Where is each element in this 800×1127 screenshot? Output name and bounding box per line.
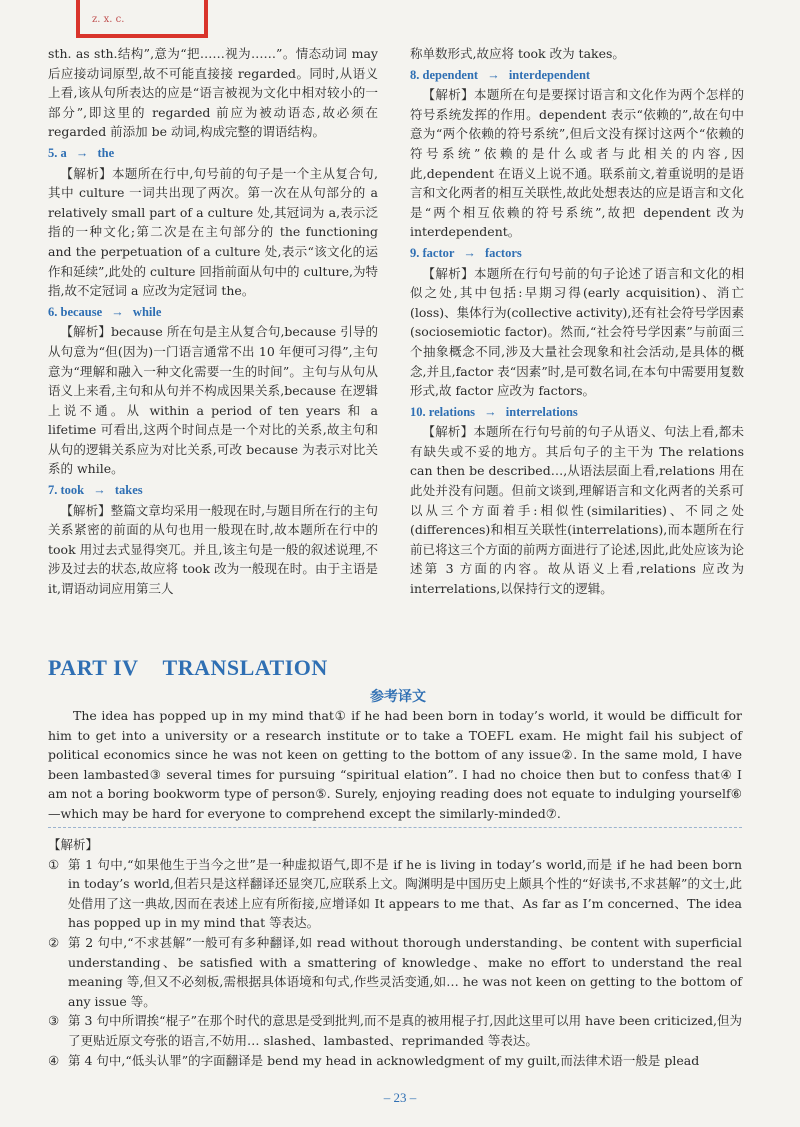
answer-item-8	[410, 66, 744, 242]
answer-heading: 7. took → takes	[48, 483, 143, 498]
part-title: TRANSLATION	[162, 655, 328, 680]
note-text: 第 2 句中,“不求甚解”一般可有多种翻译,如 read without thorough understanding、be content with superficial understanding、be satisfied with a smattering of knowledge、make no effort to understand the real meaning 等,但又不必刻板,需根据具体语境和句式,作些灵活变通,如… he was not keen on getting to the bottom of any issue 等。	[68, 934, 742, 1009]
analysis-label: 【解析】	[60, 324, 112, 340]
note-item	[48, 1011, 742, 1050]
note-number: ③	[48, 1013, 60, 1029]
note-number: ②	[48, 934, 60, 950]
note-item	[48, 1051, 742, 1071]
arrow-right-icon: →	[463, 245, 476, 260]
analysis-label: 【解析】	[60, 502, 111, 518]
answer-item-7	[48, 481, 378, 599]
analysis-label: 【解析】	[422, 87, 474, 103]
analysis-text: 本题所在行句号前的句子从语义、句法上看,都未有缺失或不妥的地方。其后句子的主干为 The relations can then be described…,从语法层面上看,relations 用在此处并没有问题。但前文谈到,理解语言和文化两者的关系可以从三个方面着手:相似性(similarities)、不同之处(differences)和相互关联性(interrelations),而本题所在行前已将这三个方面的前两方面进行了论述,因此,此处应该为论述第 3 方面的内容。故从语义上看,relations 应改为 interrelations,以保持行文的逻辑。	[410, 424, 744, 597]
answer-heading: 9. factor → factors	[410, 245, 522, 260]
translation-passage	[48, 706, 742, 824]
analysis-label: 【解析】	[60, 165, 113, 181]
answer-heading: 5. a → the	[48, 145, 115, 160]
arrow-right-icon: →	[111, 304, 124, 319]
answer-item-6	[48, 303, 378, 479]
answer-heading: 10. relations → interrelations	[410, 404, 578, 419]
right-intro: 称单数形式,故应将 took 改为 takes。	[410, 46, 625, 61]
note-text: 第 3 句中所谓挨“棍子”在那个时代的意思是受到批判,而不是真的被用棍子打,因此这里可以用 have been criticized,但为了更贴近原文夸张的语言,不妨用… slashed、lambasted、reprimanded 等表达。	[68, 1013, 742, 1048]
arrow-right-icon: →	[487, 67, 500, 82]
analysis-text: because 所在句是主从复合句,because 引导的从句意为“但(因为)一门语言通常不出 10 年便可习得”,主句意为“理解和融入一种文化需要一生的时间”。主句与从句从语义上来看,主句和从句并不构成因果关系,because 在逻辑上说不通。从 within a period of ten years 和 a lifetime 可看出,这两个时间点是一个对比的关系,故主句和从句的逻辑关系应为对比关系,可改 because 为表示对比关系的 while。	[48, 324, 378, 477]
translation-notes	[48, 835, 742, 1070]
note-item	[48, 933, 742, 1011]
part-heading	[48, 655, 748, 681]
dashed-divider	[48, 827, 742, 828]
analysis-text: 本题所在行句号前的句子论述了语言和文化的相似之处,其中包括:早期习得(early acquisition)、消亡(loss)、集体行为(collective activity),还有社会符号学因素(sociosemiotic factor)。然而,“社会符号学因素”与前面三个抽象概念不同,涉及大量社会现象和社会活动,是具体的概念,并且,factor 表“因素”时,是可数名词,在本句中需要用复数形式,故 factor 应改为 factors。	[410, 265, 744, 399]
left-column	[48, 44, 378, 599]
note-item	[48, 855, 742, 933]
analysis-text: 本题所在句是要探讨语言和文化作为两个怎样的符号系统发挥的作用。dependent 表示“依赖的”,故在句中意为“两个依赖的符号系统”,但后文没有探讨这两个“依赖的符号系统”依赖的是什么或者与此相关的内容,因此,dependent 在语义上说不通。联系前文,着重说明的是语言和文化两者的相互关联性,故此处想表达的应是语言和文化是“两个相互依赖的符号系统”,故把 dependent 改为 interdependent。	[410, 87, 744, 240]
left-intro: sth. as sth.结构”,意为“把……视为……”。情态动词 may 后应接动词原型,故不可能直接接 regarded。同时,从语义上看,该从句所表达的应是“语言被视为文化中相对较小的一部分”,即这里的 regarded 前应为被动语态,故必须在 regarded 前添加 be 动词,构成完整的谓语结构。	[48, 46, 378, 140]
page-number: – 23 –	[383, 1090, 417, 1105]
analysis-label: 【解析】	[422, 424, 474, 440]
right-column	[410, 44, 744, 599]
analysis-text: 整篇文章均采用一般现在时,与题目所在行的主句关系紧密的前面的从句也用一般现在时,故本题所在行中的 took 用过去式显得突兀。并且,该主句是一般的叙述说理,不涉及过去的状态,故应将 took 改为一般现在时。由于主语是 it,谓语动词应用第三人	[48, 502, 378, 597]
arrow-right-icon: →	[75, 145, 89, 160]
answer-item-5	[48, 144, 378, 301]
translation-text: The idea has popped up in my mind that① if he had been born in today’s world, it would be difficult for him to get into a university or a research institute or to take a TOEFL exam. He might fail his subject of political economics since he was not keen on getting to the bottom of any issue②. In the same mold, I have been lambasted③ several times for pursuing “spiritual elation”. I had no choice then but to confess that④ I am not a boring bookworm type of person⑤. Surely, enjoying reading does not equate to indulging yourself⑥—which may be hard for everyone to comprehend except the similarly-minded⑦.	[48, 708, 742, 821]
answer-item-10	[410, 403, 744, 599]
note-number: ④	[48, 1052, 60, 1068]
answer-item-9	[410, 244, 744, 401]
notes-label: 【解析】	[48, 837, 99, 852]
arrow-right-icon: →	[93, 483, 106, 498]
reference-translation-title: 参考译文	[370, 689, 426, 705]
answer-heading: 8. dependent → interdependent	[410, 67, 591, 82]
note-text: 第 4 句中,“低头认罪”的字面翻译是 bend my head in acknowledgment of my guilt,而法律术语一般是 plead	[68, 1052, 700, 1068]
handwritten-scribble: z. x. c.	[92, 14, 125, 25]
arrow-right-icon: →	[484, 404, 497, 419]
analysis-text: 本题所在行中,句号前的句子是一个主从复合句,其中 culture 一词共出现了两次。第一次在从句部分的 a relatively small part of a culture 处,其冠词为 a,表示泛指的一种文化;第二次是在主句部分的 the functioning and the perpetuation of a culture 处,表示“该文化的运作和延续”,此处的 culture 回指前面从句中的 culture,为特指,故不定冠词 a 应改为定冠词 the。	[48, 165, 378, 299]
note-number: ①	[48, 856, 60, 872]
answer-heading: 6. because → while	[48, 304, 162, 319]
note-text: 第 1 句中,“如果他生于当今之世”是一种虚拟语气,即不是 if he is living in today’s world,而是 if he had been born in today’s world,但若只是这样翻译还显突兀,应联系上文。陶渊明是中国历史上颇具个性的“好读书,不求甚解”的文士,此处借用了这一典故,因而在表述上应有所衔接,应增译如 It appears to me that、As far as I’m concerned、The idea has popped up in my mind that 等表达。	[68, 856, 742, 931]
analysis-label: 【解析】	[422, 265, 474, 281]
part-label: PART IV	[48, 655, 139, 680]
